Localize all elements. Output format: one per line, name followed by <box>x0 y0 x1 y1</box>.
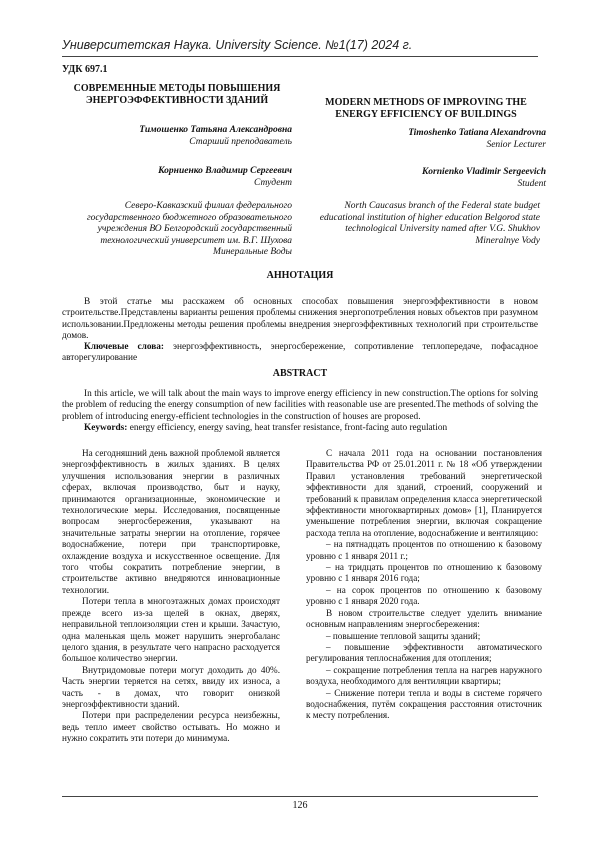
keywords-label: Keywords: <box>84 422 128 433</box>
annotation-heading: АННОТАЦИЯ <box>266 270 334 281</box>
abstract-keywords <box>62 423 538 434</box>
udk-code: УДК 697.1 <box>62 64 108 75</box>
body-paragraph: С начала 2011 года на основании постановления Правительства РФ от 25.01.2011 г. № 18 «Об утверждении Правил установления требований энергетической эффективности для зданий, строений, сооружений и требований к правилам определения класса энергетической эффективности многоквартирных домов» [1], Планируется уменьшение потребления энергии, включая сокращение расхода тепла на отопление, водоснабжение и вентиляцию: <box>306 448 542 538</box>
annotation-text: В этой статье мы расскажем об основных способах повышения энергоэффективности в новом строительстве.Представлены варианты решения проблемы снижения энергопотребления новых объектов при разумном использовании.Предложены методы решения проблемы внедрения энергоэффективных технологий при строительстве домов. <box>62 297 538 341</box>
keywords-label: Ключевые слова: <box>84 342 165 353</box>
page-number: 126 <box>292 800 308 811</box>
body-list-item: – на тридцать процентов по отношению к базовому уровню с 1 января 2016 года; <box>306 562 542 584</box>
body-paragraph: Потери тепла в многоэтажных домах происходят прежде всего из-за щелей в окнах, дверях, неправильной теплоизоляции стен и крыши. Зачастую, одна маленькая щель может нарушить энергобаланс целого здания, в результате чего напрасно расходуется большое количество энергии. <box>62 596 280 664</box>
keywords-text: энергоэффективность, энергосбережение, сопротивление теплопередаче, пофасадное авторегулирование <box>62 342 538 364</box>
author-ru-1 <box>62 125 292 148</box>
body-right-column <box>306 448 542 722</box>
footer-rule <box>62 796 538 797</box>
annotation-keywords <box>62 342 538 365</box>
annotation-block <box>62 297 538 365</box>
header-rule <box>62 56 538 57</box>
body-list-item: – сокращение потребления тепла на нагрев наружного воздуха, необходимого для вентиляции квартиры; <box>306 664 542 687</box>
body-paragraph: В новом строительстве следует уделить внимание основным направлениям энергосбережения: <box>306 607 542 630</box>
author-name: Timoshenko Tatiana Alexandrovna <box>408 128 546 138</box>
author-name: Kornienko Vladimir Sergeevich <box>421 167 546 177</box>
abstract-heading: ABSTRACT <box>272 368 328 379</box>
keywords-text: energy efficiency, energy saving, heat transfer resistance, front-facing auto regulation <box>127 422 448 433</box>
journal-header: Университетская Наука. University Science. №1(17) 2024 г. <box>62 38 413 52</box>
title-ru: СОВРЕМЕННЫЕ МЕТОДЫ ПОВЫШЕНИЯ ЭНЕРГОЭФФЕКТИВНОСТИ ЗДАНИЙ <box>73 83 281 106</box>
abstract-block <box>62 389 538 434</box>
abstract-text: In this article, we will talk about the main ways to improve energy efficiency in new construction.The options for solving the problem of reducing the energy consumption of new facilities with reasonable use are presented.The methods of solving the problem of introducing energy-efficient technologies in the construction of houses are proposed. <box>62 389 538 422</box>
body-list-item: – повышение тепловой защиты зданий; <box>326 630 481 641</box>
author-role: Старший преподаватель <box>189 136 292 147</box>
body-list-item: – на пятнадцать процентов по отношению к базовому уровню с 1 января 2011 г.; <box>306 539 542 561</box>
body-left-column <box>62 448 280 745</box>
body-paragraph: На сегодняшний день важной проблемой является энергоэффективность в жилых зданиях. В целях улучшения использования энергии в различных сферах, включая производство, быт и науку, принимаются организационные, экономические и технологические меры. Исследования, посвященные вопросам энергосбережения, указывают на значительные затраты энергии на отопление, горячее водоснабжение, потери при транспортировке, охлаждение воздуха и искусственное освещение. Для того чтобы сократить потребление энергии, в строительстве активно внедряются инновационные технологии. <box>62 448 280 595</box>
author-name: Тимошенко Татьяна Александровна <box>139 125 292 135</box>
author-role: Student <box>517 178 546 189</box>
body-list-item: – Снижение потери тепла и воды в системе горячего водоснабжения, путём сокращения расстояния отисточник к месту потребления. <box>306 687 542 721</box>
affiliation-en: North Caucasus branch of the Federal state budget educational institution of higher education Belgorod state technological University named after V.G. Shukhov Mineralnye Vody <box>319 201 540 246</box>
affiliation-ru: Северо-Кавказский филиал федерального государственного бюджетного образовательного учреждения ВО Белгородский государственный технологический университет им. В.Г. Шухова Минеральные Воды <box>86 201 292 257</box>
author-name: Корниенко Владимир Сергеевич <box>158 166 292 176</box>
author-role: Студент <box>254 177 292 188</box>
author-en-2 <box>306 167 546 190</box>
title-en: MODERN METHODS OF IMPROVING THE ENERGY EFFICIENCY OF BUILDINGS <box>325 97 527 120</box>
body-list-item: – повышение эффективности автоматического регулирования теплоснабжения для отопления; <box>306 641 542 664</box>
body-paragraph: Внутридомовые потери могут доходить до 40%. Часть энергии теряется на сетях, ввиду их износа, а часть - в домах, что говорит онизкой энергоэффективности зданий. <box>62 664 280 709</box>
author-en-1 <box>306 128 546 151</box>
body-list-item: – на сорок процентов по отношению к базовому уровню с 1 января 2020 года. <box>306 584 542 607</box>
author-role: Senior Lecturer <box>486 139 546 150</box>
author-ru-2 <box>62 166 292 189</box>
body-paragraph: Потери при распределении ресурса неизбежны, ведь тепло имеет свойство остывать. Но можно и нужно сократить эти потери до минимума. <box>62 710 280 744</box>
